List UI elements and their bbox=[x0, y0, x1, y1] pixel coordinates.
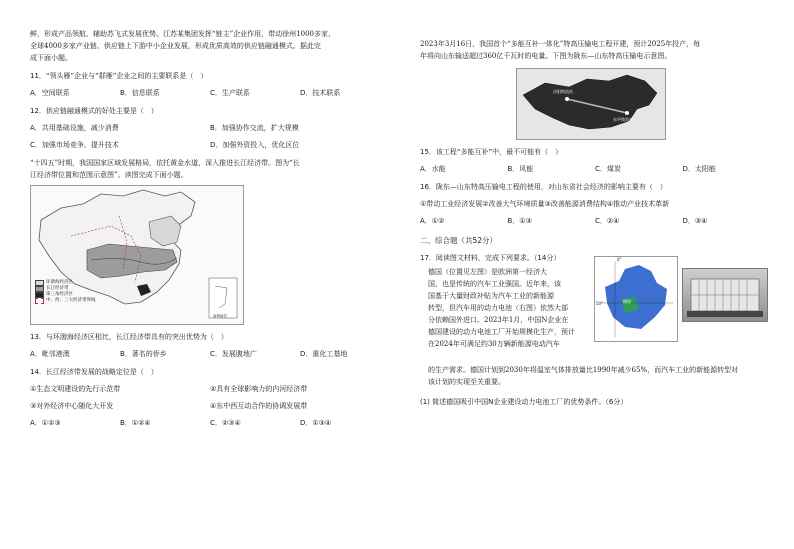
option-d: D．③④ bbox=[682, 217, 708, 225]
option-a: A．共用基础设施，减少消费 bbox=[30, 124, 119, 132]
question-17: 17．阅读图文材料，完成下列要求。（14分） bbox=[420, 254, 561, 262]
option-b: B．著名的侨乡 bbox=[120, 350, 167, 358]
question-14-statements-row2 bbox=[30, 400, 390, 412]
option-c: C．发展腹地广 bbox=[210, 350, 257, 358]
option-a: A．①②③ bbox=[30, 419, 61, 427]
option-a: A．①② bbox=[420, 217, 445, 225]
intro-text-line: 全球4000多家产业链、供应链上下游中小企业发展，形成优质高效的供应链融通模式。据此完 bbox=[30, 42, 321, 50]
question-14: 14．长江经济带发展的战略定位是（ ） bbox=[30, 368, 158, 376]
question-12-options-row2 bbox=[30, 139, 390, 151]
eu-map-drawing bbox=[595, 257, 677, 341]
question-12-options-row1 bbox=[30, 122, 390, 134]
option-d: D．加强外资投入，优化区位 bbox=[210, 141, 300, 149]
eu-map bbox=[594, 256, 678, 342]
station-label-qingyang: 庆阳换流站 bbox=[553, 89, 573, 94]
option-c: C．煤炭 bbox=[595, 165, 621, 173]
map-intro-line: “十四五”时期，我国国家区域发展格局，依托黄金水道，深入推进长江经济带。图为“长 bbox=[30, 159, 300, 167]
station-label-dongping: 东平换流站 bbox=[613, 117, 633, 122]
transmission-map-drawing bbox=[517, 69, 665, 139]
material-line: 德国建设的动力电池工厂开始规模化生产，预计 bbox=[428, 328, 575, 336]
question-15: 15．该工程“多能互补”中，最不可能有（ ） bbox=[420, 148, 563, 156]
section-heading: 二、综合题（共52分） bbox=[420, 236, 498, 245]
question-14-options bbox=[30, 417, 390, 429]
south-sea-inset bbox=[209, 278, 237, 318]
intro-text-line: 鲜，形成产品领航、辅助苏飞式发展优势。江苏某集团发挥“链主”企业作用，带动徐州1000多家、 bbox=[30, 30, 335, 38]
material-text bbox=[428, 266, 588, 350]
legend-item bbox=[35, 298, 96, 304]
material-line: 分依赖国外进口。2023年1月，中国N企业在 bbox=[428, 316, 569, 324]
question-17-sub1: (1) 简述德国吸引中国N企业建设动力电池工厂的优势条件。（6分） bbox=[420, 398, 628, 406]
lon-label: 0° bbox=[617, 257, 622, 262]
question-16: 16．陇东—山东特高压输电工程的使用，对山东省社会经济的影响主要有（ ） bbox=[420, 183, 667, 191]
lat-label: 50° bbox=[596, 301, 604, 306]
option-b: B．风能 bbox=[507, 165, 534, 173]
statement-4: ④东中西互动合作的协调发展带 bbox=[210, 402, 308, 410]
option-d: D．技术联系 bbox=[300, 89, 341, 97]
question-16-statements: ①带动工业经济发展②改善大气环境质量③改善能源消费结构④推动产业技术革新 bbox=[420, 200, 670, 208]
option-a: A．毗邻港澳 bbox=[30, 350, 70, 358]
station-marker bbox=[565, 97, 569, 101]
material-line: 国，也是传统的汽车工业强国。近年来，该 bbox=[428, 280, 561, 288]
map-legend bbox=[35, 280, 96, 304]
station-marker bbox=[625, 111, 629, 115]
intro-text-line: 2023年3月16日，我国首个“多能互补一体化”特高压输电工程开建，预计2025年投产，每 bbox=[420, 40, 701, 48]
south-sea-label: 南海诸岛 bbox=[213, 314, 227, 318]
option-d: D．太阳能 bbox=[682, 165, 716, 173]
option-c: C．②④ bbox=[595, 217, 620, 225]
region-shape bbox=[523, 75, 657, 129]
right-column bbox=[420, 38, 770, 408]
china-map bbox=[30, 185, 244, 325]
legend-label: 长江经济带 bbox=[46, 286, 69, 291]
question-14-statements-row1 bbox=[30, 383, 390, 395]
option-c: C．加强市场竞争，提升技术 bbox=[30, 141, 119, 149]
statement-2: ②具有全球影响力的内河经济带 bbox=[210, 385, 308, 393]
option-b: B．加强协作交流，扩大规模 bbox=[210, 124, 299, 132]
option-d: D．①③④ bbox=[300, 419, 332, 427]
intro-text-line: 年将向山东输送超过360亿千瓦时的电量。下图为陇东—山东特高压输电示意图。 bbox=[420, 52, 672, 60]
transmission-map bbox=[516, 68, 666, 140]
material-line: 在2024年可满足约30万辆新能源电动汽车 bbox=[428, 340, 560, 348]
statement-3: ③对外经济中心随化大开发 bbox=[30, 402, 114, 410]
material-line: 转型，但汽车用的动力电池（右图）依然大部 bbox=[428, 304, 568, 312]
material-line: 国基于大量财政补贴为汽车工业的新能源 bbox=[428, 292, 554, 300]
option-a: A．空间联系 bbox=[30, 89, 70, 97]
option-b: B．①③ bbox=[507, 217, 532, 225]
question-12: 12．供应链融通模式的好处主要是（ ） bbox=[30, 107, 158, 115]
material-line: 该计划的实现至关重要。 bbox=[428, 378, 505, 386]
legend-label: 中、西、三大经济带界线 bbox=[46, 298, 96, 303]
battery-pack-drawing bbox=[683, 269, 767, 321]
germany-label: 德国 bbox=[623, 299, 631, 304]
option-b: B．①②④ bbox=[120, 419, 151, 427]
legend-swatch bbox=[35, 298, 44, 304]
map-intro-line: 江经济带位置和范围示意图”。读图完成下面小题。 bbox=[30, 171, 188, 179]
question-16-options bbox=[420, 215, 770, 227]
question-15-options bbox=[420, 163, 770, 175]
option-c: C．②③④ bbox=[210, 419, 241, 427]
question-13-options bbox=[30, 348, 390, 360]
statement-1: ①生态文明建设的先行示范带 bbox=[30, 385, 121, 393]
legend-label: 环渤海经济区 bbox=[46, 280, 73, 285]
left-column bbox=[30, 28, 390, 429]
legend-label: 珠三角经济区 bbox=[46, 292, 73, 297]
battery-pack-image bbox=[682, 268, 768, 322]
option-b: B．信息联系 bbox=[120, 89, 160, 97]
material-line: 的生产需求。德国计划到2030年将温室气体排放量比1990年减少65%，而汽车工业的新能源转型对 bbox=[428, 366, 739, 374]
question-11: 11．“领头雁”企业与“群雁”企业之间的主要联系是（ ） bbox=[30, 72, 208, 80]
eu-shape bbox=[605, 265, 667, 329]
material-line: 德国（位置见左图）是欧洲第一经济大 bbox=[428, 268, 547, 276]
intro-text-line: 成下面小题。 bbox=[30, 54, 72, 62]
option-a: A．水能 bbox=[420, 165, 446, 173]
option-d: D．重化工基地 bbox=[300, 350, 348, 358]
question-13: 13．与环渤海经济区相比，长江经济带具有的突出优势为（ ） bbox=[30, 333, 228, 341]
question-11-options bbox=[30, 87, 390, 99]
option-c: C．生产联系 bbox=[210, 89, 250, 97]
